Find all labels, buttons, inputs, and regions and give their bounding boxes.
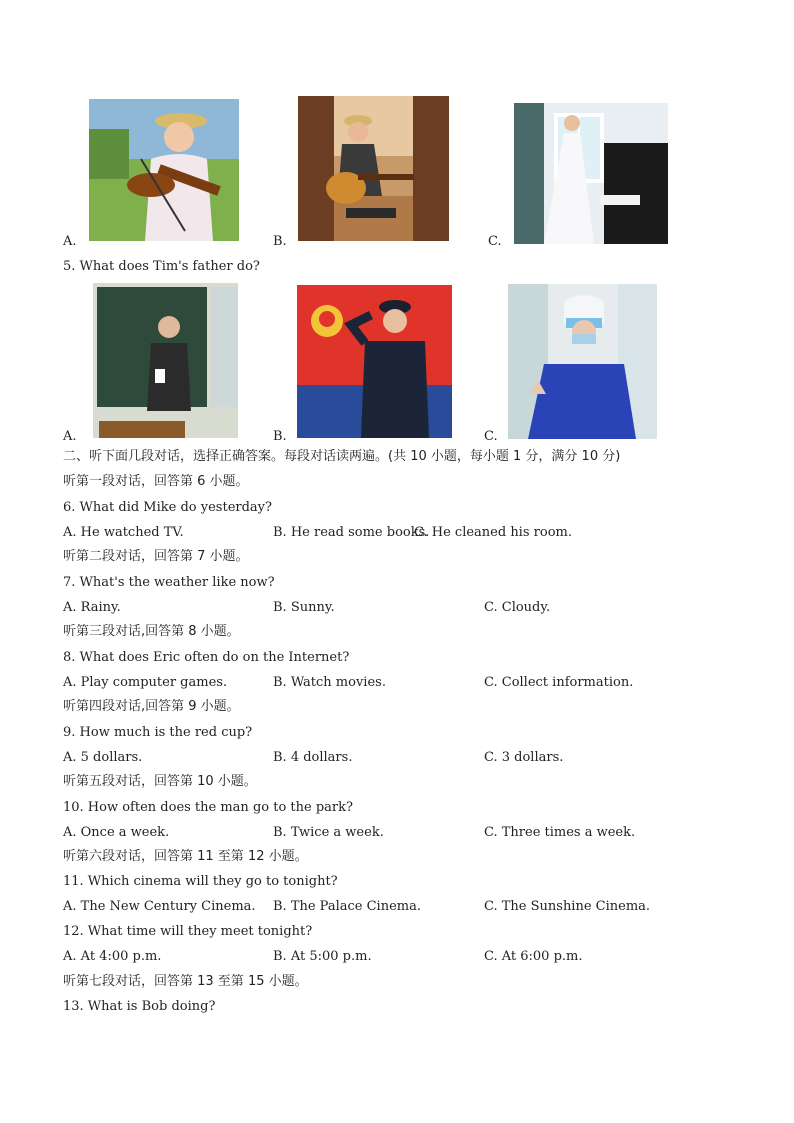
option-c-label: C. — [488, 234, 502, 249]
question-7: 7. What's the weather like now? — [63, 575, 275, 590]
option-a-label: A. — [63, 429, 77, 444]
dialogue-4-instruction: 听第四段对话,回答第 9 小题。 — [63, 699, 240, 714]
q6-option-b: B. He read some books. — [273, 525, 430, 540]
violin-girl-photo — [89, 99, 239, 241]
q10-option-b: B. Twice a week. — [273, 825, 384, 840]
q7-option-c: C. Cloudy. — [484, 600, 551, 615]
q10-option-a: A. Once a week. — [63, 825, 170, 840]
guitar-girl-photo — [298, 96, 449, 241]
q10-option-c: C. Three times a week. — [484, 825, 636, 840]
q7-option-a: A. Rainy. — [63, 600, 121, 615]
q8-option-c: C. Collect information. — [484, 675, 634, 690]
option-b-label: B. — [273, 234, 287, 249]
option-b-label: B. — [273, 429, 287, 444]
q12-option-a: A. At 4:00 p.m. — [63, 949, 162, 964]
option-a-label: A. — [63, 234, 77, 249]
q8-option-a: A. Play computer games. — [63, 675, 228, 690]
question-11: 11. Which cinema will they go to tonight? — [63, 874, 338, 889]
q9-option-a: A. 5 dollars. — [63, 750, 143, 765]
section-2-title: 二、听下面几段对话，选择正确答案。每段对话读两遍。(共 10 小题，每小题 1 分，满分 10 分) — [63, 449, 621, 464]
dialogue-7-instruction: 听第七段对话，回答第 13 至第 15 小题。 — [63, 974, 308, 989]
question-8: 8. What does Eric often do on the Internet? — [63, 650, 350, 665]
option-c-label: C. — [484, 429, 498, 444]
q11-option-a: A. The New Century Cinema. — [63, 899, 256, 914]
dialogue-1-instruction: 听第一段对话，回答第 6 小题。 — [63, 474, 249, 489]
q9-option-c: C. 3 dollars. — [484, 750, 564, 765]
question-13: 13. What is Bob doing? — [63, 999, 216, 1014]
dialogue-3-instruction: 听第三段对话,回答第 8 小题。 — [63, 624, 240, 639]
question-12: 12. What time will they meet tonight? — [63, 924, 313, 939]
dialogue-6-instruction: 听第六段对话，回答第 11 至第 12 小题。 — [63, 849, 308, 864]
piano-girl-photo — [514, 103, 668, 244]
q7-option-b: B. Sunny. — [273, 600, 335, 615]
policeman-photo — [297, 285, 452, 438]
dialogue-5-instruction: 听第五段对话，回答第 10 小题。 — [63, 774, 257, 789]
teacher-photo — [93, 283, 238, 438]
question-6: 6. What did Mike do yesterday? — [63, 500, 272, 515]
q8-option-b: B. Watch movies. — [273, 675, 386, 690]
q6-option-a: A. He watched TV. — [63, 525, 184, 540]
doctor-photo — [508, 284, 657, 439]
dialogue-2-instruction: 听第二段对话，回答第 7 小题。 — [63, 549, 249, 564]
q6-option-c: C. He cleaned his room. — [414, 525, 572, 540]
question-5: 5. What does Tim's father do? — [63, 259, 260, 274]
question-9: 9. How much is the red cup? — [63, 725, 253, 740]
q12-option-c: C. At 6:00 p.m. — [484, 949, 583, 964]
question-10: 10. How often does the man go to the park? — [63, 800, 353, 815]
q12-option-b: B. At 5:00 p.m. — [273, 949, 372, 964]
q11-option-c: C. The Sunshine Cinema. — [484, 899, 651, 914]
q9-option-b: B. 4 dollars. — [273, 750, 353, 765]
q11-option-b: B. The Palace Cinema. — [273, 899, 421, 914]
